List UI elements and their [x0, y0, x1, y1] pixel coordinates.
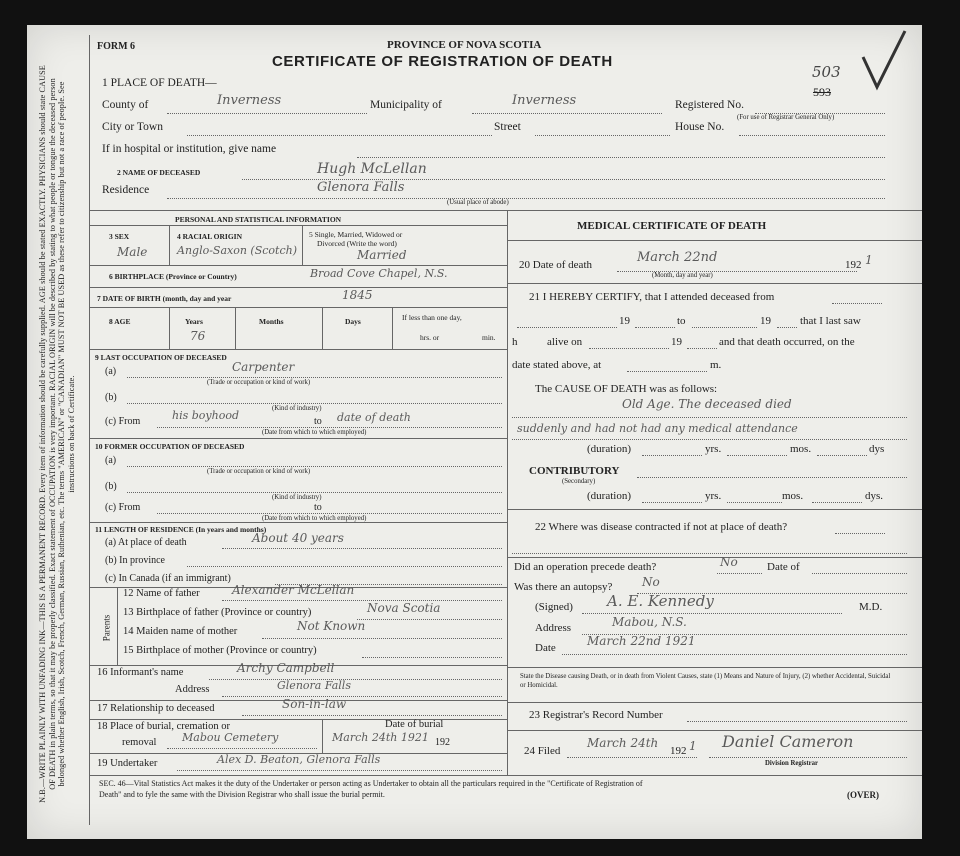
footer-line-2: Death" and to fyle the same with the Division Registrar who shall issue the burial permit. [99, 790, 385, 799]
residence-value: Glenora Falls [317, 180, 405, 195]
former-c-line [157, 513, 502, 514]
mother-name-value: Not Known [297, 619, 366, 633]
from-19-b: 19 [760, 315, 771, 327]
parents-side-label: Parents [101, 614, 112, 642]
last-occupation-value: Carpenter [232, 360, 295, 374]
signed-label: (Signed) [535, 601, 573, 613]
racial-origin-value: Anglo-Saxon (Scotch) [177, 244, 297, 257]
residence-c-label: (c) In Canada (if an immigrant) [105, 573, 231, 584]
registrar-note: (For use of Registrar General Only) [737, 114, 835, 121]
cause-line-2-value: suddenly and had not had any medical attendance [517, 422, 798, 435]
medical-date-value: March 22nd 1921 [587, 634, 696, 648]
relationship-value: Son-in-law [282, 697, 347, 711]
autopsy-value: No [642, 575, 660, 589]
former-to-label: to [314, 502, 322, 513]
age-divider-1 [169, 307, 170, 349]
dys-label-1: dys [869, 443, 885, 455]
registered-no-label: Registered No. [675, 99, 744, 111]
occ-from-value: his boyhood [172, 409, 239, 422]
residence-a-value: About 40 years [252, 531, 344, 545]
date-of-death-note: (Month, day and year) [652, 272, 713, 279]
father-birthplace-value: Nova Scotia [367, 601, 441, 615]
medical-address-value: Mabou, N.S. [612, 615, 687, 629]
name-of-deceased-value: Hugh McLellan [317, 161, 427, 177]
alive-year-line [687, 348, 717, 349]
operation-top-line [507, 557, 922, 558]
months-label: Months [259, 317, 284, 326]
occ-c-label: (c) From [105, 416, 141, 427]
form-number: FORM 6 [97, 41, 136, 52]
duration-dys-line-1 [817, 455, 867, 456]
min-label: min. [482, 333, 496, 342]
marital-value: Married [357, 248, 407, 262]
alive-line [589, 348, 669, 349]
occ-a-label: (a) [105, 366, 117, 377]
footer-top-line [89, 775, 922, 776]
division-registrar-label: Division Registrar [765, 760, 819, 767]
filed-line [567, 757, 697, 758]
burial-label-2: removal [122, 737, 157, 748]
burial-date-label: Date of burial [385, 719, 444, 730]
age-divider-4 [392, 307, 393, 349]
duration-label-2: (duration) [587, 490, 631, 502]
filed-value: March 24th [587, 736, 659, 750]
yrs-label-2: yrs. [705, 490, 722, 502]
cause-line-1 [512, 417, 907, 418]
name-of-deceased-label: 2 NAME OF DECEASED [117, 168, 201, 177]
alive-on-label: alive on [547, 336, 583, 348]
father-name-line [222, 600, 502, 601]
last-occupation-heading: 9 LAST OCCUPATION OF DECEASED [95, 353, 227, 362]
racial-origin-label: 4 RACIAL ORIGIN [177, 232, 243, 241]
side-instructions [27, 25, 89, 839]
contracted-label: 22 Where was disease contracted if not at place of death? [535, 521, 788, 533]
contracted-line-a [835, 533, 885, 534]
occ-top-line [89, 349, 507, 350]
county-value: Inverness [217, 93, 282, 108]
age-top-line [89, 307, 507, 308]
father-name-value: Alexander McLellan [232, 583, 355, 597]
former-occupation-heading: 10 FORMER OCCUPATION OF DECEASED [95, 442, 245, 451]
residence-line [167, 198, 885, 199]
mother-name-line [262, 638, 502, 639]
certify-top-line [507, 283, 922, 284]
cause-line-2 [512, 439, 907, 440]
informant-address-line [222, 696, 502, 697]
usual-abode-note: (Usual place of abode) [447, 199, 509, 206]
informant-name-line [209, 679, 502, 680]
province-name: PROVINCE OF NOVA SCOTIA [387, 39, 542, 51]
date-stated-line [627, 371, 707, 372]
date-of-death-label: 20 Date of death [519, 259, 592, 271]
registered-number: 593 [813, 85, 831, 99]
h-label: h [512, 336, 518, 348]
relationship-line [242, 715, 502, 716]
mother-name-label: 14 Maiden name of mother [123, 626, 238, 637]
informant-name-value: Archy Campbell [237, 661, 335, 675]
certify-line-b [635, 327, 675, 328]
residence-length-top-line [89, 522, 507, 523]
informant-address-value: Glenora Falls [277, 679, 351, 692]
undertaker-label: 19 Undertaker [97, 758, 158, 769]
length-residence-heading: 11 LENGTH OF RESIDENCE (In years and months) [95, 525, 267, 534]
contracted-line-b [512, 553, 907, 554]
residence-a-label: (a) At place of death [105, 537, 187, 548]
filed-year-suffix: 1 [689, 739, 697, 753]
filed-year-prefix: 192 [670, 745, 687, 757]
mother-birthplace-line [362, 657, 502, 658]
occ-to-label: to [314, 416, 322, 427]
certify-to-label: to [677, 315, 686, 327]
father-birthplace-label: 13 Birthplace of father (Province or country) [123, 607, 312, 618]
city-label: City or Town [102, 121, 163, 133]
operation-line [717, 573, 762, 574]
over-label: (OVER) [847, 790, 879, 800]
place-of-death-heading: 1 PLACE OF DEATH— [102, 77, 217, 89]
contracted-top-line [507, 509, 922, 510]
former-b-line [127, 492, 502, 493]
trade-note: (Trade or occupation or kind of work) [207, 379, 311, 386]
hospital-line [357, 157, 885, 158]
dob-value: 1845 [342, 288, 373, 302]
duration-dys-line-2 [812, 502, 862, 503]
md-label: M.D. [859, 601, 883, 613]
father-name-label: 12 Name of father [123, 588, 200, 599]
street-label: Street [494, 121, 521, 133]
parents-divider [117, 587, 118, 665]
mos-label-1: mos. [790, 443, 812, 455]
autopsy-label: Was there an autopsy? [514, 581, 613, 593]
date-of-line [812, 573, 907, 574]
former-b-label: (b) [105, 481, 117, 492]
age-label: 8 AGE [109, 317, 131, 326]
registrar-signature: Daniel Cameron [722, 732, 854, 751]
center-divider [507, 210, 508, 775]
burial-date-value: March 24th 1921 [332, 731, 429, 744]
former-date-note: (Date from which to which employed) [262, 515, 367, 522]
mother-birthplace-label: 15 Birthplace of mother (Province or country) [123, 645, 317, 656]
former-c-label: (c) From [105, 502, 141, 513]
city-line [187, 135, 492, 136]
violent-causes-note: State the Disease causing Death, or in death from Violent Causes, state (1) Means and Nature of Injury, (2) whether Accidental, Suicidal or Homicidal. [520, 673, 891, 689]
dys-label-2: dys. [865, 490, 884, 502]
contributory-line [637, 477, 907, 478]
county-label: County of [102, 99, 149, 111]
former-a-label: (a) [105, 455, 117, 466]
duration-mos-line-2 [727, 502, 782, 503]
registrar-signature-line [709, 757, 907, 758]
occ-c-line [157, 427, 502, 428]
date-of-label: Date of [767, 561, 800, 573]
grid-top-line [89, 210, 922, 211]
filed-label: 24 Filed [524, 745, 561, 757]
yrs-label-1: yrs. [705, 443, 722, 455]
operation-value: No [720, 555, 738, 569]
birthplace-top-line [89, 265, 507, 266]
marital-label-1: 5 Single, Married, Widowed or [309, 230, 403, 239]
marital-label-2: Divorced (Write the word) [317, 239, 397, 248]
certify-line-a [517, 327, 617, 328]
death-year-prefix: 192 [845, 259, 862, 271]
municipality-value: Inverness [512, 93, 577, 108]
informant-name-label: 16 Informant's name [97, 667, 184, 678]
former-top-line [89, 438, 507, 439]
date-of-death-value: March 22nd [637, 250, 718, 265]
certify-label: 21 I HEREBY CERTIFY, that I attended deceased from [529, 291, 775, 303]
house-line [739, 135, 885, 136]
municipality-line [472, 113, 662, 114]
former-trade-note: (Trade or occupation or kind of work) [207, 468, 311, 475]
age-divider-2 [235, 307, 236, 349]
certify-line-c [692, 327, 757, 328]
father-birthplace-line [357, 619, 502, 620]
contributory-label: CONTRIBUTORY [529, 465, 620, 477]
burial-year-prefix: 192 [435, 737, 450, 748]
signed-line [582, 613, 842, 614]
duration-label-1: (duration) [587, 443, 631, 455]
dob-label: 7 DATE OF BIRTH (month, day and year [97, 294, 232, 303]
medical-heading: MEDICAL CERTIFICATE OF DEATH [577, 220, 767, 232]
last-saw-label: that I last saw [800, 315, 861, 327]
former-a-line [127, 466, 502, 467]
mos-label-2: mos. [782, 490, 804, 502]
sex-value: Male [117, 245, 148, 259]
residence-b-line [187, 566, 502, 567]
burial-top-line [89, 719, 507, 720]
age-divider-3 [322, 307, 323, 349]
street-line [535, 135, 670, 136]
years-label: Years [185, 317, 203, 326]
burial-place-line [167, 748, 317, 749]
alive-19: 19 [671, 336, 682, 348]
certify-from-line [832, 303, 882, 304]
occ-to-value: date of death [337, 411, 411, 424]
informant-address-label: Address [175, 684, 210, 695]
burial-date-divider [322, 719, 323, 753]
occ-a-line [127, 377, 502, 378]
cause-line-1-value: Old Age. The deceased died [622, 397, 792, 411]
certify-line-d [777, 327, 797, 328]
residence-b-label: (b) In province [105, 555, 165, 566]
side-note-text: N.B.—WRITE PLAINLY WITH UNFADING INK—THIS IS A PERMANENT RECORD. Every item of information should be carefully supplied. AGE should be stated EXACTLY. PHYSICIANS should state CAUSE OF DEATH in plain terms, so that it may be properly classified. Exact statement of OCCUPATION is very important. RACIAL ORIGIN will be described by stating to what people or tongue the deceased person belonged whether English, Irish, Scotch, French, German, Russian, Ruthenian, etc. The terms "AMERICAN" or "CANADIAN" MUST NOT BE USED as these refer to citizenship but not a race of people. See instructions on back of Certificate. [38, 65, 76, 803]
burial-label-1: 18 Place of burial, cremation or [97, 721, 230, 732]
registered-number-corrected: 503 [812, 63, 841, 81]
footer-line-1: SEC. 46—Vital Statistics Act makes it the duty of the Undertaker or person acting as Undertaker to obtain all the particulars required in the "Certificate of Registration of [99, 779, 643, 788]
medical-address-label: Address [535, 622, 572, 634]
residence-a-line [222, 548, 502, 549]
birthplace-value: Broad Cove Chapel, N.S. [310, 267, 448, 280]
operation-label: Did an operation precede death? [514, 561, 657, 573]
occ-b-label: (b) [105, 392, 117, 403]
sex-divider [169, 225, 170, 265]
death-year-suffix: 1 [865, 253, 873, 267]
medical-date-label: Date [535, 642, 556, 654]
duration-mos-line-1 [727, 455, 787, 456]
residence-label: Residence [102, 184, 150, 196]
county-line [167, 113, 367, 114]
former-industry-note: (Kind of industry) [272, 494, 322, 501]
signed-value: A. E. Kennedy [607, 592, 714, 610]
personal-heading: PERSONAL AND STATISTICAL INFORMATION [175, 215, 342, 224]
registrar-record-line [687, 721, 907, 722]
registrar-record-label: 23 Registrar's Record Number [529, 709, 663, 721]
m-label: m. [710, 359, 722, 371]
medical-date-line [562, 654, 907, 655]
medical-top-line [507, 240, 922, 241]
undertaker-value: Alex D. Beaton, Glenora Falls [217, 753, 381, 766]
death-certificate [27, 25, 922, 839]
industry-note: (Kind of industry) [272, 405, 322, 412]
hospital-label: If in hospital or institution, give name [102, 143, 277, 155]
days-label: Days [345, 317, 361, 326]
date-stated-label: date stated above, at [512, 359, 602, 371]
personal-line [89, 225, 507, 226]
date-employed-note: (Date from which to which employed) [262, 429, 367, 436]
birthplace-label: 6 BIRTHPLACE (Province or Country) [109, 272, 237, 281]
house-no-label: House No. [675, 121, 725, 133]
burial-place-value: Mabou Cemetery [182, 731, 279, 744]
secondary-note: (Secondary) [562, 478, 596, 485]
cause-of-death-label: The CAUSE OF DEATH was as follows: [535, 383, 718, 395]
left-margin-line [89, 35, 90, 825]
dob-top-line [89, 287, 507, 288]
certificate-title: CERTIFICATE OF REGISTRATION OF DEATH [272, 53, 613, 70]
race-divider [302, 225, 303, 265]
less-than-day-label: If less than one day, [402, 313, 462, 322]
occurred-label: and that death occurred, on the [719, 336, 855, 348]
duration-yrs-line-2 [642, 502, 702, 503]
duration-yrs-line-1 [642, 455, 702, 456]
from-19-a: 19 [619, 315, 630, 327]
registrar-record-top-line [507, 702, 922, 703]
relationship-label: 17 Relationship to deceased [97, 703, 215, 714]
filed-top-line [507, 730, 922, 731]
hrs-label: hrs. or [420, 333, 440, 342]
violent-top-line [507, 667, 922, 668]
sex-label: 3 SEX [109, 232, 130, 241]
occ-b-line [127, 403, 502, 404]
municipality-label: Municipality of [370, 99, 442, 111]
check-mark-icon [859, 27, 909, 97]
undertaker-line [177, 770, 502, 771]
years-value: 76 [190, 329, 206, 343]
